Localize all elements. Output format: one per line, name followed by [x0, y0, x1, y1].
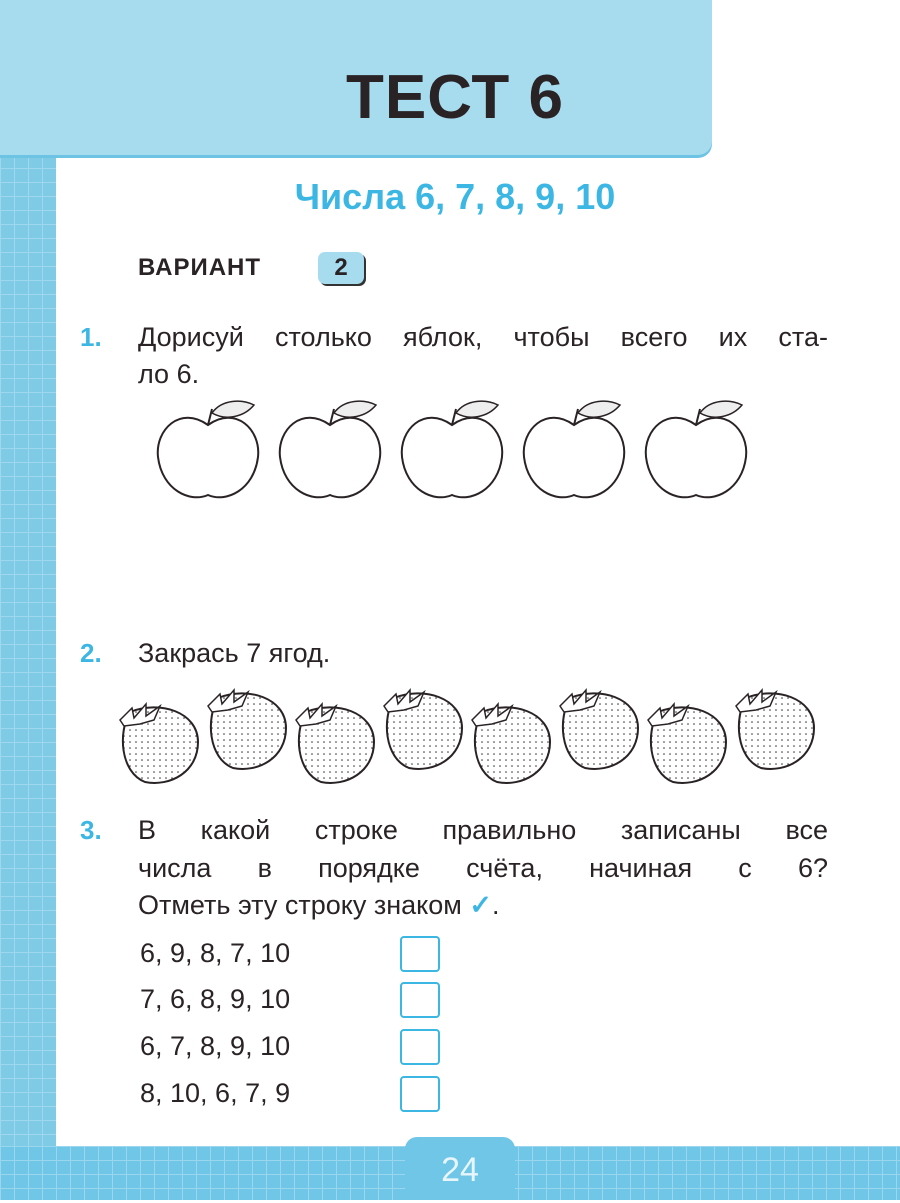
page-number: 24: [405, 1137, 515, 1200]
variant-label: ВАРИАНТ: [138, 254, 262, 281]
task-text: [138, 886, 828, 924]
option-row-3: 6, 7, 8, 9, 10: [140, 1031, 291, 1061]
strawberries-illustration: [110, 670, 830, 795]
apple-icon: [158, 401, 258, 497]
task-text: Дорисуй столько яблок, чтобы всего их ста-: [138, 322, 828, 352]
task-text: числа в порядке счёта, начиная с 6?: [138, 853, 828, 883]
apple-icon: [646, 401, 746, 497]
strawberry-icon: [296, 704, 374, 783]
option-checkbox-3[interactable]: [400, 1029, 440, 1065]
option-checkbox-4[interactable]: [400, 1076, 440, 1112]
option-row-4: 8, 10, 6, 7, 9: [140, 1078, 291, 1108]
option-row-1: 6, 9, 8, 7, 10: [140, 938, 291, 968]
period: .: [492, 890, 500, 920]
strawberry-icon: [120, 704, 198, 783]
task-number: 2.: [80, 638, 102, 668]
task-text: В какой строке правильно записаны все: [138, 815, 828, 845]
option-checkbox-1[interactable]: [400, 936, 440, 972]
task-text: Закрась 7 ягод.: [138, 638, 331, 668]
variant-badge: 2: [318, 252, 364, 284]
apple-icon: [524, 401, 624, 497]
option-checkbox-2[interactable]: [400, 982, 440, 1018]
page-subtitle: Числа 6, 7, 8, 9, 10: [294, 176, 616, 217]
strawberry-icon: [472, 704, 550, 783]
task-text: ло 6.: [138, 359, 200, 389]
option-row-2: 7, 6, 8, 9, 10: [140, 984, 291, 1014]
task-number: 1.: [80, 322, 102, 352]
task-text-line: Отметь эту строку знаком: [138, 890, 462, 920]
strawberry-icon: [208, 690, 286, 769]
page-title: ТЕСТ 6: [345, 63, 565, 132]
apple-icon: [402, 401, 502, 497]
strawberry-icon: [560, 690, 638, 769]
strawberry-icon: [736, 690, 814, 769]
apples-illustration: [150, 395, 870, 510]
check-mark-icon: ✓: [469, 890, 492, 920]
apple-icon: [280, 401, 380, 497]
strawberry-icon: [384, 690, 462, 769]
task-number: 3.: [80, 815, 102, 845]
strawberry-icon: [648, 704, 726, 783]
